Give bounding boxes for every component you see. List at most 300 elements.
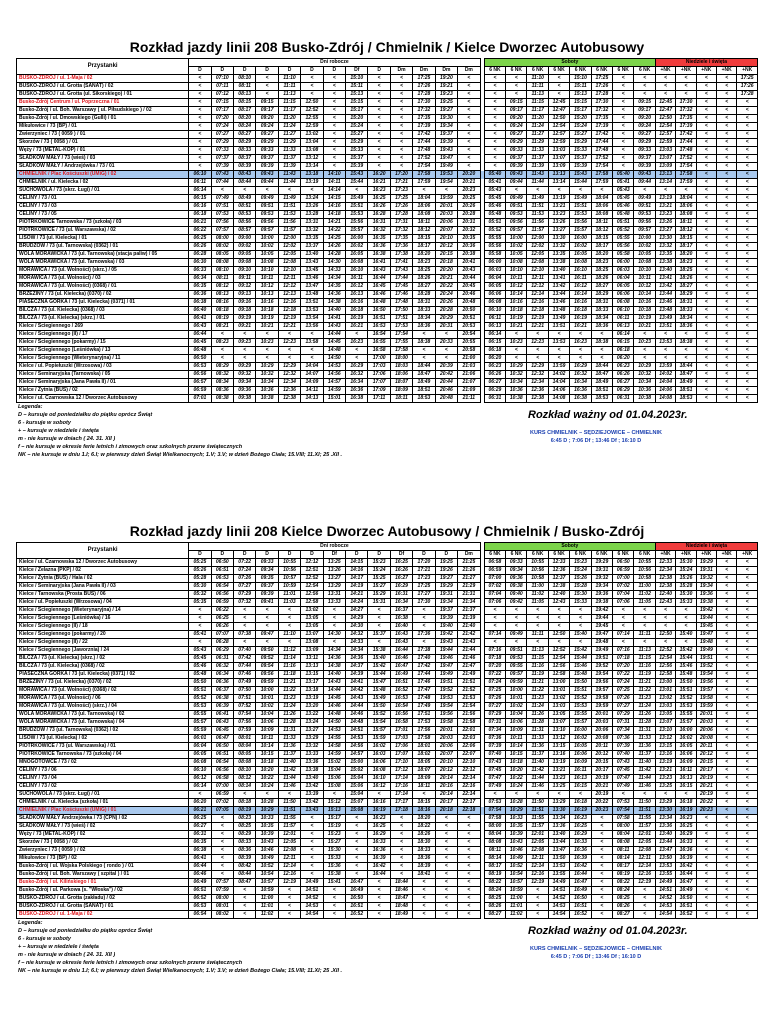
time-cell: 18:23 [676,259,696,267]
time-cell: 06:33 [189,267,211,275]
time-cell: 07:56 [234,719,256,727]
time-cell: < [696,235,716,243]
time-cell: 18:22 [413,823,435,831]
time-cell: 08:11 [613,847,634,855]
time-cell: 15:30 [323,847,345,855]
time-cell: 13:05 [655,711,675,719]
time-cell: 07:57 [211,879,233,887]
time-cell: 11:29 [527,139,548,147]
time-cell: 15:04 [346,775,368,783]
time-cell: 13:53 [301,307,323,315]
time-cell: 16:02 [368,743,390,751]
time-cell: 06:22 [211,607,233,615]
time-cell: 20:03 [435,735,457,743]
time-cell: < [323,83,345,91]
time-cell: < [458,163,481,171]
table-row [17,671,758,679]
time-cell: < [527,607,548,615]
time-cell: 21:46 [458,655,481,663]
time-cell: < [323,107,345,115]
stop-name: Kielce / ul. Czarnowska 12 / Dworzec Autobusowy [17,559,189,567]
time-cell: 07:16 [484,647,505,655]
stop-name: CHMIELNIK / Plac Kościuszki (UMiG) / 01 [17,807,189,815]
time-cell: 12:58 [548,671,569,679]
time-cell: 16:49 [390,671,412,679]
time-cell: 20:32 [458,227,481,235]
time-cell: < [484,791,505,799]
time-cell: 20:19 [696,791,716,799]
time-cell: 12:56 [655,663,675,671]
time-cell: 17:36 [413,631,435,639]
time-cell: 11:22 [634,687,655,695]
time-cell: 17:58 [591,171,612,179]
time-cell: < [613,791,634,799]
time-cell: 08:11 [484,847,505,855]
time-cell: 10:18 [256,759,278,767]
time-cell: 19:45 [696,623,716,631]
time-cell: 17:40 [413,655,435,663]
time-cell: 19:27 [435,107,457,115]
time-cell: 16:33 [676,839,696,847]
time-cell: < [696,211,716,219]
time-cell: 20:21 [458,179,481,187]
time-cell: < [737,631,758,639]
time-cell: 12:05 [278,251,300,259]
time-cell: < [591,895,612,903]
kurs-note [528,945,664,961]
time-cell: 07:24 [613,679,634,687]
time-cell: 07:54 [234,711,256,719]
time-cell: 06:47 [211,735,233,743]
time-cell: 10:21 [506,323,527,331]
time-cell: < [211,855,233,863]
time-cell: 13:07 [548,155,569,163]
time-cell: 11:23 [634,695,655,703]
time-cell: 17:39 [413,123,435,131]
time-cell: 17:07 [390,751,412,759]
time-cell: 19:21 [435,83,457,91]
time-cell: 13:26 [323,567,345,575]
time-cell: 20:22 [435,283,457,291]
time-cell: < [737,267,758,275]
time-cell: 08:05 [211,251,233,259]
table-row [17,607,758,615]
time-cell: < [717,863,737,871]
time-cell: 10:05 [256,251,278,259]
time-cell: 07:02 [613,583,634,591]
time-cell: 06:01 [189,735,211,743]
table-row [17,687,758,695]
time-cell: < [484,615,505,623]
time-cell: 10:55 [634,559,655,567]
time-cell: < [737,235,758,243]
time-cell: 11:15 [634,655,655,663]
time-cell: 16:21 [368,179,390,187]
time-cell: 16:00 [346,235,368,243]
time-cell: 06:54 [189,911,211,919]
time-cell: 10:46 [506,847,527,855]
course-code: D [256,67,278,75]
time-cell: 17:54 [390,331,412,339]
time-cell: 19:52 [696,663,716,671]
legend-line: 6 - kursuje w soboty [18,420,71,426]
time-cell: < [696,147,716,155]
time-cell: 15:37 [368,631,390,639]
time-cell: 16:47 [346,879,368,887]
time-cell: 16:32 [368,227,390,235]
time-cell: 16:36 [368,847,390,855]
time-cell: 09:27 [506,131,527,139]
time-cell: 13:40 [548,267,569,275]
time-cell: < [390,831,412,839]
stop-name: Kielce / Ściegiennego (II) / 17 [17,331,189,339]
time-cell: 11:21 [634,679,655,687]
time-cell: < [211,187,233,195]
time-cell: < [368,131,390,139]
time-cell: < [390,839,412,847]
time-cell: 16:19 [368,807,390,815]
time-cell: 20:41 [458,259,481,267]
stop-name: Kielce / Ściegiennego (Wieterynaryjna) / 11 [17,355,189,363]
time-cell: 17:32 [413,107,435,115]
time-cell: 15:26 [676,575,696,583]
time-cell: 17:32 [591,107,612,115]
time-cell: 10:59 [256,887,278,895]
time-cell: 15:42 [676,647,696,655]
time-cell: 15:33 [676,599,696,607]
time-cell: 10:08 [256,259,278,267]
time-cell: 11:46 [278,783,300,791]
time-cell: < [655,331,675,339]
time-cell: 11:46 [634,783,655,791]
time-cell: 06:05 [613,283,634,291]
time-cell: 16:32 [570,371,591,379]
time-cell: < [655,615,675,623]
time-cell: 18:12 [676,227,696,235]
time-cell: < [256,91,278,99]
course-code: 6 NK [634,67,655,75]
time-cell: < [737,307,758,315]
time-cell: 16:29 [346,363,368,371]
time-cell: 09:32 [234,371,256,379]
time-cell: < [435,911,457,919]
table-row [17,823,758,831]
time-cell: 07:29 [234,591,256,599]
time-cell: 18:04 [413,195,435,203]
time-cell: 13:42 [548,283,569,291]
time-cell: < [435,855,457,863]
time-cell: < [717,607,737,615]
course-code: Dm [390,67,412,75]
time-cell: 14:43 [346,695,368,703]
time-cell: < [696,911,716,919]
time-cell: < [634,791,655,799]
time-cell: 08:10 [234,75,256,83]
time-cell: < [211,831,233,839]
time-cell: 08:14 [484,855,505,863]
time-cell: 13:43 [301,259,323,267]
stop-name: CHMIELNIK / ul. Kielecka / 02 [17,179,189,187]
time-cell: < [591,863,612,871]
time-cell: 06:29 [211,647,233,655]
time-cell: 13:35 [301,235,323,243]
time-cell: 12:58 [301,599,323,607]
time-cell: < [435,331,457,339]
time-cell: 16:53 [390,695,412,703]
time-cell: < [323,139,345,147]
time-cell: < [368,163,390,171]
time-cell: 07:14 [613,631,634,639]
time-cell: 19:49 [435,163,457,171]
time-cell: 07:01 [189,395,211,403]
time-cell: < [390,115,412,123]
time-cell: 21:11 [458,395,481,403]
time-cell: < [634,607,655,615]
time-cell: < [189,131,211,139]
time-cell: 13:40 [301,251,323,259]
time-cell: 17:27 [413,591,435,599]
time-cell: 18:00 [390,355,412,363]
time-cell: < [717,647,737,655]
time-cell: 18:26 [413,831,435,839]
time-cell: 08:00 [211,235,233,243]
time-cell: 12:57 [655,131,675,139]
time-cell: < [696,163,716,171]
time-cell: 10:20 [506,767,527,775]
time-cell: 17:00 [368,355,390,363]
stop-name: WOLA MORAWICKA / 73 (ul. Tarnowska) (stacja paliw) / 05 [17,251,189,259]
time-cell: 07:25 [613,687,634,695]
time-cell: < [634,615,655,623]
time-cell: < [717,323,737,331]
time-cell: < [737,871,758,879]
table-row [17,347,758,355]
time-cell: 18:08 [676,211,696,219]
time-cell: < [591,871,612,879]
time-cell: 18:36 [676,323,696,331]
time-cell: 07:49 [211,195,233,203]
time-cell: < [189,123,211,131]
time-cell: 10:16 [256,299,278,307]
time-cell: 07:26 [234,575,256,583]
time-cell: 12:34 [527,379,548,387]
legend-line: + – kursuje w niedziele i święta [18,944,99,950]
time-cell: 06:04 [613,275,634,283]
time-cell: 07:43 [211,171,233,179]
time-cell: 18:51 [591,387,612,395]
time-cell: < [413,895,435,903]
time-cell: < [717,147,737,155]
time-cell: 16:28 [368,211,390,219]
time-cell: 17:58 [413,735,435,743]
time-cell: 19:53 [435,695,457,703]
stop-name: Busko-Zdrój / ul. Kilińskiego / 01 [17,879,189,887]
time-cell: 17:10 [390,759,412,767]
time-cell: 16:49 [570,887,591,895]
table-row [17,379,758,387]
time-cell: < [717,903,737,911]
time-cell: 09:34 [506,567,527,575]
time-cell: < [591,855,612,863]
time-cell: 13:22 [301,711,323,719]
time-cell: 18:04 [676,195,696,203]
time-cell: 10:11 [506,735,527,743]
time-cell: < [368,879,390,887]
time-cell: 22:01 [458,727,481,735]
time-cell: 05:56 [613,243,634,251]
time-cell: 11:27 [527,131,548,139]
time-cell: 20:12 [435,243,457,251]
stop-name: Kielce / Ściegiennego (pokarmy) / 15 [17,339,189,347]
table-row [17,323,758,331]
time-cell: < [737,775,758,783]
time-cell: 07:14 [484,631,505,639]
time-cell: < [696,275,716,283]
time-cell: 16:00 [570,235,591,243]
time-cell: < [301,347,323,355]
time-cell: 20:24 [435,291,457,299]
time-cell: 15:53 [676,703,696,711]
time-cell: 15:51 [676,687,696,695]
time-cell: 16:38 [346,395,368,403]
time-cell: 15:20 [570,115,591,123]
time-cell: 14:16 [323,203,345,211]
time-cell: 07:42 [234,655,256,663]
time-cell: 14:30 [346,623,368,631]
time-cell: 17:53 [413,719,435,727]
time-cell: 08:04 [484,831,505,839]
time-cell: 17:17 [390,799,412,807]
time-cell: 12:38 [548,583,569,591]
course-code: D [368,551,390,559]
table-row [17,895,758,903]
table-row [17,363,758,371]
stop-name: SUCHOWOLA / 73 (skrz. Ługi) / 01 [17,791,189,799]
time-cell: < [189,607,211,615]
time-cell: 09:29 [256,139,278,147]
time-cell: 15:29 [368,591,390,599]
time-cell: < [458,879,481,887]
time-cell: < [676,347,696,355]
time-cell: 11:16 [278,663,300,671]
time-cell: 12:11 [527,855,548,863]
time-cell: < [413,911,435,919]
time-cell: 14:26 [323,243,345,251]
time-cell: 11:26 [527,711,548,719]
time-cell: < [278,355,300,363]
time-cell: 15:40 [570,631,591,639]
time-cell: 11:20 [278,115,300,123]
time-cell: 15:24 [676,567,696,575]
time-cell: 18:30 [413,839,435,847]
time-cell: 16:02 [676,735,696,743]
timetable-table [16,58,758,403]
time-cell: 18:15 [413,235,435,243]
stop-name: Skorzów / 73 ( 0058 ) / 02 [17,839,189,847]
time-cell: 10:12 [256,283,278,291]
time-cell: 11:17 [527,107,548,115]
time-cell: 12:33 [548,559,569,567]
time-cell: 18:51 [676,387,696,395]
time-cell: 19:52 [591,663,612,671]
time-cell: 18:49 [390,911,412,919]
time-cell: < [676,331,696,339]
time-cell: < [323,91,345,99]
time-cell: 06:31 [484,395,505,403]
time-cell: < [717,743,737,751]
time-cell: < [458,895,481,903]
time-cell: 09:36 [506,575,527,583]
time-cell: 06:12 [189,775,211,783]
time-cell: 11:19 [527,671,548,679]
time-cell: 14:40 [323,671,345,679]
course-code: 6 NK [548,67,569,75]
time-cell: 19:57 [696,687,716,695]
time-cell: 18:44 [390,879,412,887]
time-cell: 06:50 [189,355,211,363]
time-cell: 08:44 [234,871,256,879]
time-cell: 14:57 [346,751,368,759]
time-cell: 19:47 [435,155,457,163]
time-cell: < [256,639,278,647]
time-cell: 13:36 [548,823,569,831]
time-cell: 06:10 [613,307,634,315]
time-cell: 12:08 [278,847,300,855]
time-cell: < [189,155,211,163]
time-cell: 13:13 [655,171,675,179]
time-cell: 10:34 [506,379,527,387]
time-cell: 06:43 [211,719,233,727]
time-cell: 18:11 [413,219,435,227]
time-cell: 08:00 [613,823,634,831]
time-cell: 16:45 [368,283,390,291]
time-cell: 20:46 [458,291,481,299]
time-cell: < [717,99,737,107]
time-cell: < [737,695,758,703]
time-cell: < [458,887,481,895]
time-cell: 21:49 [458,671,481,679]
stop-name: Kielce / Żytnia (BUS) / 02 [17,387,189,395]
time-cell: 09:33 [256,147,278,155]
table-row [17,815,758,823]
time-cell: 18:51 [413,387,435,395]
legend-title: Legenda: [18,404,43,410]
time-cell: 16:36 [570,387,591,395]
time-cell: 20:19 [696,775,716,783]
time-cell: < [323,887,345,895]
time-cell: < [737,315,758,323]
time-cell: 13:28 [301,211,323,219]
course-code: +NK [696,551,716,559]
time-cell: 05:43 [189,647,211,655]
time-cell: 07:04 [613,591,634,599]
time-cell: 12:32 [278,371,300,379]
stop-name: SUCHOWOLA / 73 (skrz. Ługi) / 01 [17,187,189,195]
time-cell: 12:29 [278,363,300,371]
time-cell: 14:58 [323,743,345,751]
time-cell: 12:52 [301,575,323,583]
time-cell: 06:28 [189,251,211,259]
time-cell: 13:26 [548,219,569,227]
time-cell: 13:12 [301,155,323,163]
time-cell: < [570,355,591,363]
time-cell: 13:43 [301,807,323,815]
time-cell: 12:19 [278,315,300,323]
time-cell: 10:29 [634,363,655,371]
time-cell: < [717,355,737,363]
time-cell: 13:15 [301,671,323,679]
time-cell: < [458,855,481,863]
